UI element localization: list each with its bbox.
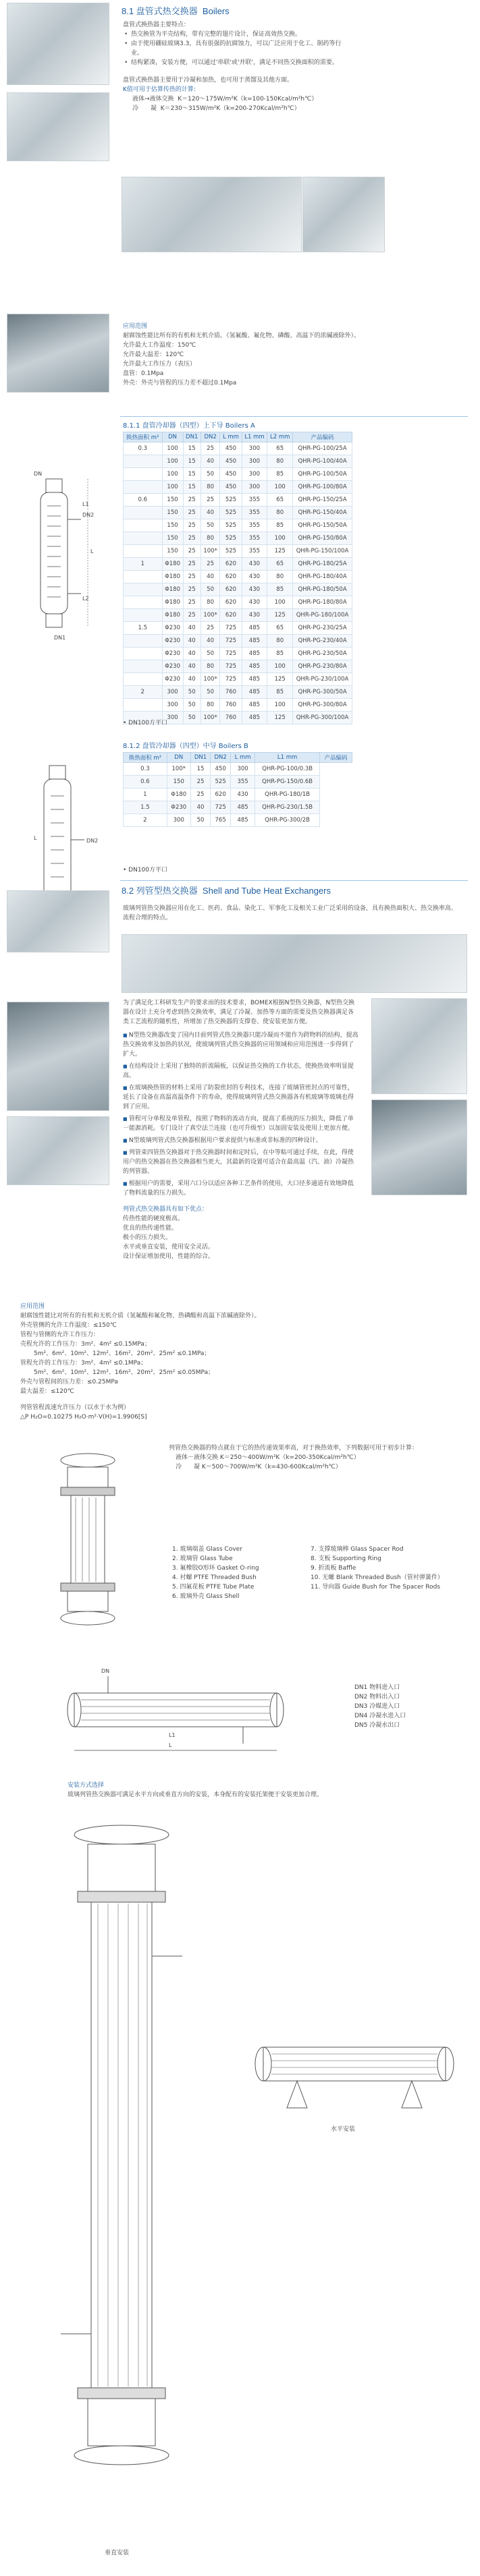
table-cell: 2 — [124, 686, 163, 699]
table-cell: Φ180 — [162, 583, 183, 596]
table-cell — [124, 699, 163, 712]
table-cell: 40 — [183, 622, 201, 635]
table-cell: 150 — [162, 532, 183, 545]
table-cell: 25 — [190, 789, 211, 801]
table-b — [123, 752, 352, 827]
table-cell — [124, 468, 163, 481]
table-header-cell: DN — [162, 432, 183, 442]
table-a-row — [124, 494, 352, 507]
table-cell: 100 — [267, 481, 293, 494]
table-cell: QHR-PG-180/25A — [293, 558, 352, 571]
table-cell: 40 — [183, 648, 201, 660]
table-cell: 100 — [267, 660, 293, 673]
table-cell: 300 — [242, 455, 267, 468]
table-cell: Φ180 — [162, 571, 183, 583]
install-section: 安装方式选择 玻璃列管热交换器可满足水平方向或垂直方向的安装，本身配有的安装托架便于安装更加合理。 — [68, 1782, 323, 1798]
table-cell: 725 — [220, 635, 242, 648]
table-cell: QHR-PG-300/2B — [255, 814, 320, 827]
table-cell: 80 — [267, 507, 293, 519]
table-cell — [124, 519, 163, 532]
table-cell: 80 — [201, 660, 220, 673]
table-cell: QHR-PG-230/50A — [293, 648, 352, 660]
table-cell: QHR-PG-300/100A — [293, 712, 352, 724]
table-cell: 430 — [242, 609, 267, 622]
table-cell: 430 — [242, 558, 267, 571]
section-8-2-body: 为了满足化工科研发生产的要求而的技术要求，BOMEX根据N型热交换器，N型热交换器在设计上充分考虑到热交换效率，满足了冷凝、加热等方面的需要及热交换器满足各类工艺流程的随机性，所增加了热交换器的支撑卷、使安装更加方便。 ■ N型热交换器改变了国内目前列管式热交换器只能冷凝而不能作为跨物料的结构，提高热交换效率及加热的状况，使玻璃列管式热交换器的应用领域和应用范围进一步得到了扩大。 ■ 在结构设计上采用了独特的折流隔板，以保证热交换的工作状态，使换热效率明显提高。 ■ 在玻璃换热管的材料上采用了防裂密封的专利技术，连接了玻璃管密封点的可靠性，延长了设备在高温高温条件下的寿命，使得玻璃列管式热交换器各有机玻璃等玻璃也得到了应用。 ■ 管程可分单程及单管程，按照了物料的流动方向，提高了系统的压力损失，降低了单一能源消耗。专门设计了真空法兰连接（也可升级至）以加固安装及使用上更加方便。 ■ N型玻璃列管式热交换器根据用户要求提供与标准或非标准的四种设计。 ■ 列管束四管热交换器对于热交换器时间和定时后，在中等粘可通过手续，在此，得使用户的热交换器在热交换器相当更大，其最新的设置可适合在最高温（汽、油）冷凝热的列管器。 ■ 根据用户的需要，采用六口分以适应各种工艺条件的使用，大口径多通道有效地降低了物料流量的压力损失。 列管式热交换器具有如下优点： 传热性能的硬度极高。 优良的热传递性能。 极小的压力损失。 水平或垂直安装，使用安全灵活。 设计保证增加使用，性能的综合。 — [123, 998, 359, 1261]
table-cell — [124, 532, 163, 545]
table-cell: 355 — [242, 507, 267, 519]
table-cell: 25 — [183, 494, 201, 507]
table-cell: 485 — [242, 622, 267, 635]
table-cell: 100* — [201, 609, 220, 622]
table-header-cell: 产品编码 — [320, 753, 352, 763]
table-header-cell: 换热面积 m² — [124, 753, 167, 763]
table-cell: 100 — [162, 468, 183, 481]
table-cell: QHR-PG-150/100A — [293, 545, 352, 558]
table-cell: 25 — [201, 622, 220, 635]
table-cell: Φ180 — [167, 789, 190, 801]
table-cell: Φ230 — [162, 660, 183, 673]
glassware-photo-2 — [7, 92, 109, 161]
label-dn1: DN1 — [54, 635, 66, 641]
shell-tube-photo-3 — [7, 1116, 109, 1185]
table-cell: 1 — [124, 558, 163, 571]
table-cell: 15 — [183, 455, 201, 468]
table-cell: 80 — [201, 596, 220, 609]
table-cell — [124, 635, 163, 648]
table-cell: 50 — [183, 686, 201, 699]
shell-tube-photo-1 — [7, 890, 109, 952]
table-cell: 450 — [220, 468, 242, 481]
table-cell: 85 — [267, 686, 293, 699]
table-cell: 125 — [267, 609, 293, 622]
table-cell: Φ230 — [162, 622, 183, 635]
horizontal-install-diagram — [243, 2017, 466, 2118]
table-cell — [124, 673, 163, 686]
table-cell: 355 — [242, 519, 267, 532]
h-label-l: L — [169, 1742, 172, 1748]
table-cell — [124, 660, 163, 673]
table-cell: 450 — [220, 481, 242, 494]
label-b-l: L — [34, 835, 37, 841]
table-cell: 485 — [230, 801, 255, 814]
table-cell: 485 — [230, 814, 255, 827]
table-cell: 430 — [230, 789, 255, 801]
table-cell: 300 — [162, 686, 183, 699]
table-cell: QHR-PG-180/50A — [293, 583, 352, 596]
table-a-row — [124, 571, 352, 583]
table-cell: 100 — [267, 532, 293, 545]
label-l: L — [90, 548, 94, 554]
table-cell: 65 — [267, 558, 293, 571]
table-cell: 725 — [220, 648, 242, 660]
label-l1: L1 — [82, 501, 89, 507]
section-8-1-application: 应用范围 耐腐蚀性能比所有的有机和无机介质。（氢氟酸、氟化物、磷酸、高温下的浓碱液除外）。 允许最大工作温度：150℃ 允许最大温差：120℃ 允许最大工作压力（表压） 盘管：0.1Mpa 外壳：外壳与管程的压力差不超过0.1Mpa — [123, 323, 361, 387]
table-cell: 525 — [220, 545, 242, 558]
table-cell: 40 — [183, 635, 201, 648]
table-cell: 25 — [183, 532, 201, 545]
table-cell: Φ180 — [162, 558, 183, 571]
table-cell — [124, 545, 163, 558]
table-cell: 40 — [201, 507, 220, 519]
table-cell: 760 — [220, 686, 242, 699]
shell-tube-wide-photo — [122, 934, 467, 993]
table-header-cell: L2 mm — [267, 432, 293, 442]
table-a-row — [124, 442, 352, 455]
table-cell: 80 — [267, 455, 293, 468]
table-cell: 40 — [201, 635, 220, 648]
glassware-photo-3 — [7, 314, 109, 393]
table-cell: QHR-PG-100/25A — [293, 442, 352, 455]
table-cell: 65 — [267, 622, 293, 635]
table-cell: 100 — [162, 455, 183, 468]
table-cell: 15 — [183, 442, 201, 455]
table-a-row — [124, 609, 352, 622]
table-cell: 1.5 — [124, 622, 163, 635]
horizontal-exchanger-diagram — [54, 1659, 324, 1761]
table-cell: 485 — [242, 648, 267, 660]
table-cell: 80 — [201, 481, 220, 494]
section-8-1-title: 8.1 盘管式热交换器 Boilers — [122, 6, 230, 16]
table-cell: QHR-PG-180/80A — [293, 596, 352, 609]
table-a-row — [124, 545, 352, 558]
table-cell: 760 — [220, 712, 242, 724]
table-cell: 525 — [220, 519, 242, 532]
table-cell — [124, 455, 163, 468]
table-a-row — [124, 622, 352, 635]
table-b-note: • DN100方平口 — [123, 867, 168, 874]
table-cell: 300 — [162, 699, 183, 712]
section-8-1-intro: 盘管式换热器主要特点： • 热交换管为平壳结构，带有完整的翅片设计，保证高效热交换。 • 由于使用硼硅玻璃3.3，具有很强的抗腐蚀力，可以广泛应用于化工、制药等行业。 • 结构紧凑，安装方便，可以通过'串联'或'并联'，满足不同热交换面积的需要。 盘管式换热器主要用于冷凝和加热，也可用于蒸馏及其他方面。 K值可用于估算传热的计算: 液体→液体交换 K＝120～175W/m²K（k=100-150Kcal/m²h℃） 冷 凝 K＝230～315W/m²K（k=200-270Kcal/m²h℃） — [123, 20, 346, 113]
table-b-row — [124, 814, 352, 827]
table-cell: 525 — [220, 507, 242, 519]
table-cell: 300 — [242, 481, 267, 494]
table-header-cell: DN — [167, 753, 190, 763]
table-cell: 725 — [220, 673, 242, 686]
table-cell: 100* — [201, 545, 220, 558]
table-cell: 620 — [220, 558, 242, 571]
table-cell: 25 — [201, 494, 220, 507]
table-cell: 100* — [167, 763, 190, 776]
table-cell: 40 — [183, 673, 201, 686]
boiler-coil-photo — [122, 177, 302, 252]
table-cell: 485 — [242, 635, 267, 648]
table-cell — [124, 596, 163, 609]
table-cell: Φ230 — [162, 648, 183, 660]
table-cell: 485 — [242, 712, 267, 724]
table-cell: 65 — [267, 442, 293, 455]
table-cell: 85 — [267, 468, 293, 481]
table-cell: 760 — [220, 699, 242, 712]
vertical-install-diagram — [14, 1821, 230, 2536]
table-cell: 100 — [162, 481, 183, 494]
table-a-row — [124, 699, 352, 712]
table-cell — [124, 481, 163, 494]
table-cell: QHR-PG-230/1.5B — [255, 801, 320, 814]
table-cell: 125 — [267, 712, 293, 724]
table-cell: 50 — [201, 468, 220, 481]
table-cell: 620 — [220, 596, 242, 609]
table-header-cell: L1 mm — [255, 753, 320, 763]
table-cell: 300 — [230, 763, 255, 776]
table-cell: 50 — [183, 699, 201, 712]
table-cell: 85 — [267, 583, 293, 596]
table-cell: QHR-PG-230/40A — [293, 635, 352, 648]
table-cell: 40 — [201, 455, 220, 468]
table-a-row — [124, 596, 352, 609]
table-cell: 485 — [242, 699, 267, 712]
parts-list-left: 1. 玻璃端盖 Glass Cover 2. 玻璃管 Glass Tube 3. 氟橡胶O形环 Gasket O-ring 4. 衬螺 PTFE Threaded Bush 5. 四氟花板 PTFE Tube Plate 6. 玻璃外壳 Glass Shell — [172, 1546, 259, 1600]
table-cell: QHR-PG-150/80A — [293, 532, 352, 545]
table-cell: QHR-PG-100/50A — [293, 468, 352, 481]
table-cell: 150 — [162, 507, 183, 519]
table-cell: 725 — [211, 801, 231, 814]
table-cell: 450 — [220, 442, 242, 455]
table-cell: 50 — [201, 686, 220, 699]
table-cell: QHR-PG-180/1B — [255, 789, 320, 801]
table-b-row — [124, 763, 352, 776]
table-a-row — [124, 481, 352, 494]
dn-legend: DN1 物料进入口 DN2 物料出入口 DN3 冷媒进入口 DN4 冷凝水进入口 DN5 冷凝水出口 — [354, 1684, 406, 1729]
table-a-row — [124, 583, 352, 596]
label-b-dn2: DN2 — [86, 838, 99, 844]
table-cell: Φ230 — [167, 801, 190, 814]
table-cell: 355 — [242, 494, 267, 507]
table-cell: Φ180 — [162, 596, 183, 609]
shell-tube-photo-2 — [7, 1002, 109, 1111]
table-cell: 0.6 — [124, 776, 167, 789]
table-cell: QHR-PG-230/80A — [293, 660, 352, 673]
section-8-2-title: 8.2 列管型热交换器 Shell and Tube Heat Exchangers — [122, 886, 331, 896]
table-cell: 25 — [183, 507, 201, 519]
table-b-row — [124, 789, 352, 801]
table-cell: 25 — [183, 571, 201, 583]
table-cell: 25 — [190, 776, 211, 789]
horizontal-install-caption: 水平安装 — [331, 2126, 356, 2133]
table-cell: 85 — [267, 519, 293, 532]
table-header-cell: L mm — [230, 753, 255, 763]
table-header-cell: L1 mm — [242, 432, 267, 442]
table-cell: 25 — [183, 609, 201, 622]
table-cell: 80 — [201, 532, 220, 545]
h-label-dn3: DN — [101, 1668, 110, 1674]
table-cell: 15 — [190, 763, 211, 776]
table-cell: 300 — [162, 712, 183, 724]
table-a-row — [124, 468, 352, 481]
table-cell: QHR-PG-300/50A — [293, 686, 352, 699]
shell-tube-side-photo-2 — [371, 1099, 467, 1195]
shell-tube-exploded-diagram — [20, 1447, 155, 1642]
table-cell: 25 — [183, 545, 201, 558]
table-cell: QHR-PG-150/50A — [293, 519, 352, 532]
table-cell — [124, 648, 163, 660]
table-b-row — [124, 801, 352, 814]
table-cell: Φ230 — [162, 673, 183, 686]
table-a-row — [124, 558, 352, 571]
table-cell: 620 — [220, 571, 242, 583]
table-cell: 15 — [183, 481, 201, 494]
table-cell: 300 — [242, 442, 267, 455]
table-header-cell: DN2 — [201, 432, 220, 442]
table-cell: 80 — [201, 699, 220, 712]
table-cell: 100* — [201, 673, 220, 686]
table-cell: 1 — [124, 789, 167, 801]
table-cell: Φ180 — [162, 609, 183, 622]
label-dn2: DN2 — [82, 512, 95, 518]
table-cell: 25 — [183, 558, 201, 571]
table-header-cell: DN1 — [190, 753, 211, 763]
table-cell: 150 — [162, 519, 183, 532]
table-a-note: • DN100方平口 — [123, 720, 168, 726]
boiler-coil-photo-2 — [302, 177, 385, 252]
vertical-install-caption: 垂直安装 — [105, 2550, 130, 2556]
table-cell: QHR-PG-180/40A — [293, 571, 352, 583]
table-cell: 0.3 — [124, 442, 163, 455]
shell-tube-side-photo-1 — [371, 998, 467, 1094]
table-a-row — [124, 660, 352, 673]
table-cell: 725 — [220, 622, 242, 635]
table-cell: 620 — [220, 583, 242, 596]
table-a-row — [124, 507, 352, 519]
parts-list-right: 7. 支撑玻璃棒 Glass Spacer Rod 8. 支板 Supporting Ring 9. 折流板 Baffle 10. 无螺 Blank Threaded Bush（管衬弹簧件） 11. 导向器 Guide Bush for The Spacer Rods — [311, 1546, 444, 1591]
table-cell: 100 — [267, 699, 293, 712]
glassware-photo-1 — [7, 3, 109, 85]
table-cell: 25 — [183, 596, 201, 609]
table-cell: 525 — [220, 494, 242, 507]
section-8-2-intro: 玻璃列管热交换器应用在化工、医药、食品、染化工、军事化工及相关工业广泛采用的设备，具有换热面积大、热交换率高、流程合理的特点。 — [123, 905, 458, 921]
table-cell: 65 — [267, 494, 293, 507]
table-cell — [124, 571, 163, 583]
table-b-row — [124, 776, 352, 789]
table-cell: 620 — [220, 609, 242, 622]
table-cell: Φ230 — [162, 635, 183, 648]
table-cell: 300 — [242, 468, 267, 481]
table-cell: QHR-PG-230/100A — [293, 673, 352, 686]
table-cell: 40 — [190, 801, 211, 814]
table-cell: 430 — [242, 571, 267, 583]
table-cell: 50 — [201, 648, 220, 660]
table-cell: 355 — [242, 545, 267, 558]
table-a-row — [124, 519, 352, 532]
table-cell: 430 — [242, 583, 267, 596]
table-cell: 0.6 — [124, 494, 163, 507]
table-cell: QHR-PG-230/25A — [293, 622, 352, 635]
table-cell: 450 — [220, 455, 242, 468]
table-a-row — [124, 673, 352, 686]
table-header-cell: 换热面积 m² — [124, 432, 163, 442]
table-cell: 15 — [183, 468, 201, 481]
table-b-title: 8.1.2 盘管冷却器（四型）中导 Boilers B — [123, 743, 248, 750]
table-cell: QHR-PG-180/100A — [293, 609, 352, 622]
table-cell: QHR-PG-100/80A — [293, 481, 352, 494]
table-cell: QHR-PG-150/0.6B — [255, 776, 320, 789]
section-8-2-application: 应用范围 耐腐蚀性能比对所有的有机和无机介质（氢氟酸和氟化物、热磷酸和高温下浓碱液除外）。 外壳管侧的允许工作温度：≤150℃ 管程与管侧的允许工作压力： 壳程允许的工作压力：3m²、4m² ≤0.15MPa； 5m²、6m²、10m²、12m²、16m²、20m²、25m² ≤0.1MPa； 管程允许的工作压力：3m²、4m² ≤0.1MPa； 5m²、6m²、10m²、12m²、16m²、20m²、25m² ≤0.05MPa； 外壳与管程间的压力差：≤0.25MPa 最大温差：≤120℃ 列管管程流速允许压力（以水于水为例） △P H₂O=0.10275 H₂O·m²·V(H)=1.9906[S] — [20, 1303, 261, 1421]
table-cell: 25 — [201, 442, 220, 455]
table-a-row — [124, 686, 352, 699]
table-cell: 85 — [267, 648, 293, 660]
table-cell: QHR-PG-300/80A — [293, 699, 352, 712]
boiler-a-diagram — [7, 465, 115, 654]
h-label-l1: L1 — [169, 1732, 176, 1738]
table-cell: 150 — [167, 776, 190, 789]
table-cell: 80 — [267, 635, 293, 648]
table-header-cell: 产品编码 — [293, 432, 352, 442]
label-dn: DN — [34, 471, 43, 477]
table-cell: 25 — [183, 583, 201, 596]
table-cell: 450 — [211, 763, 231, 776]
table-cell: 525 — [211, 776, 231, 789]
table-a-row — [124, 635, 352, 648]
table-cell: QHR-PG-150/40A — [293, 507, 352, 519]
table-cell: QHR-PG-100/40A — [293, 455, 352, 468]
table-cell — [124, 583, 163, 596]
shell-tube-k-values: 列管热交换器的特点就在于它的热传递效果率高，对于换热效率，下列数据可用于初步计算： 液体－液体交换 K＝250～400W/m²K（k=200-350Kcal/m²h℃） 冷 凝 K＝500～700W/m²K（k=430-600Kcal/m²h℃） — [169, 1445, 419, 1470]
table-cell: 485 — [242, 686, 267, 699]
table-cell: 50 — [190, 814, 211, 827]
table-cell: 125 — [267, 545, 293, 558]
table-a-row — [124, 532, 352, 545]
table-cell: 355 — [230, 776, 255, 789]
table-cell: 100 — [267, 596, 293, 609]
table-cell: 80 — [267, 571, 293, 583]
table-cell: 355 — [242, 532, 267, 545]
table-header-cell: L mm — [220, 432, 242, 442]
label-l2: L2 — [82, 596, 89, 602]
table-cell: 485 — [242, 660, 267, 673]
table-cell: QHR-PG-100/0.3B — [255, 763, 320, 776]
table-cell: QHR-PG-150/25A — [293, 494, 352, 507]
table-cell: 765 — [211, 814, 231, 827]
table-cell: 0.3 — [124, 763, 167, 776]
table-cell — [124, 609, 163, 622]
table-cell: 50 — [201, 583, 220, 596]
table-a-row — [124, 648, 352, 660]
table-cell: 620 — [211, 789, 231, 801]
table-cell: 25 — [183, 519, 201, 532]
table-a-row — [124, 455, 352, 468]
table-cell: 125 — [267, 673, 293, 686]
table-cell: 150 — [162, 545, 183, 558]
table-cell: 40 — [183, 660, 201, 673]
table-cell: 300 — [167, 814, 190, 827]
table-a-title: 8.1.1 盘管冷却器（四型）上下导 Boilers A — [123, 422, 255, 430]
table-cell: 525 — [220, 532, 242, 545]
table-header-cell: DN2 — [211, 753, 231, 763]
table-cell: 25 — [201, 558, 220, 571]
table-cell: 150 — [162, 494, 183, 507]
table-cell: 2 — [124, 814, 167, 827]
table-cell: 40 — [201, 571, 220, 583]
table-cell: 430 — [242, 596, 267, 609]
table-cell: 50 — [183, 712, 201, 724]
table-cell: 485 — [242, 673, 267, 686]
table-cell: 100 — [162, 442, 183, 455]
table-cell: 725 — [220, 660, 242, 673]
table-cell: 100* — [201, 712, 220, 724]
table-a — [123, 432, 352, 724]
table-cell: 50 — [201, 519, 220, 532]
table-cell — [124, 507, 163, 519]
table-cell: 1.5 — [124, 801, 167, 814]
table-header-cell: DN1 — [183, 432, 201, 442]
